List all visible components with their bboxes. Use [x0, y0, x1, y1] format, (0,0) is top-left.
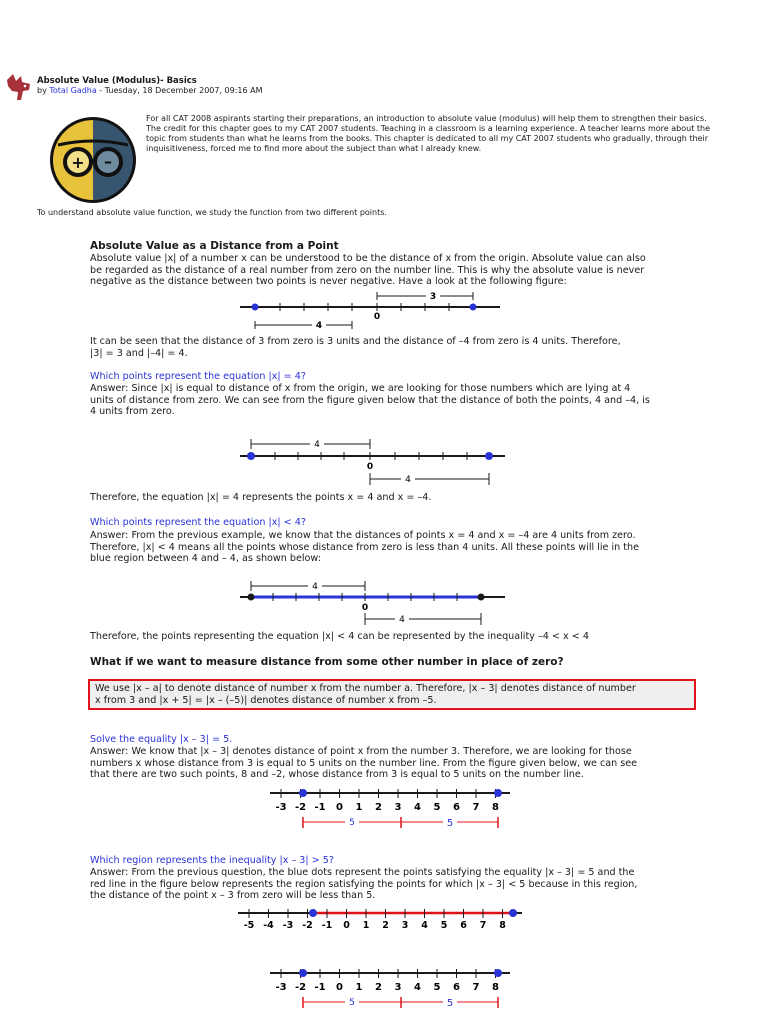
tick-label: 1 — [362, 920, 370, 931]
question-2: Which points represent the equation |x| < 4? — [90, 517, 306, 528]
text-line: x from 3 and |x + 5| = |x – (–5)| denotes distance of number x from –5. — [95, 694, 437, 706]
tick-label: 5 — [433, 982, 441, 993]
text-line: the distance of the point x – 3 from zero will be less than 5. — [90, 890, 376, 902]
post-header — [0, 72, 768, 102]
tick-label: -3 — [282, 920, 294, 931]
tick-label: -2 — [294, 802, 307, 813]
author-link[interactable]: Total Gadha — [49, 86, 97, 95]
tick-label: 4 — [414, 982, 421, 993]
therefore-1: Therefore, the equation |x| = 4 represents the points x = 4 and x = –4. — [90, 492, 432, 503]
text-line: units of distance from zero. We can see from the figure given below that the distance of both the points, 4 and –4, is — [90, 394, 650, 406]
tick-label: 6 — [453, 982, 460, 993]
intro-paragraph — [146, 114, 766, 154]
tick-label: 7 — [479, 920, 487, 931]
tick-label: 0 — [336, 802, 343, 813]
point-3 — [470, 304, 477, 311]
tick-label: 3 — [394, 802, 402, 813]
point-minus-2 — [299, 969, 307, 977]
text-line: We use |x – a| to denote distance of number x from the number a. Therefore, |x – 3| denotes distance of number — [95, 683, 636, 694]
point-4 — [485, 452, 493, 460]
point-minus-2 — [299, 789, 307, 797]
number-line-figure-2 — [235, 436, 515, 488]
tick-label: -1 — [321, 920, 333, 931]
total-gadha-logo — [48, 115, 138, 205]
text-line: Answer: Since |x| is equal to distance of x from the origin, we are looking for those numbers which are lying at 4 — [90, 383, 631, 394]
tick-label: 2 — [375, 982, 382, 993]
answer-2 — [90, 530, 710, 565]
text-line: Absolute value |x| of a number x can be understood to be the distance of x from the origin. Absolute value can also — [90, 253, 646, 264]
answer-1 — [90, 383, 710, 419]
text-line: Answer: From the previous example, we know that the distances of points x = 4 and x = –4 are 4 units from zero. — [90, 530, 636, 541]
zero-label: 0 — [361, 603, 369, 613]
tick-label: 3 — [401, 920, 409, 931]
number-line-figure-5 — [235, 907, 525, 933]
tick-label: 7 — [472, 982, 480, 993]
text-line: blue region between 4 and – 4, as shown below: — [90, 553, 321, 565]
text-line: |3| = 3 and |–4| = 4. — [90, 347, 188, 359]
intro-line: For all CAT 2008 aspirants starting their preparations, an introduction to absolute value (modulus) will help them to strengthen their basics. — [146, 114, 707, 123]
point-8 — [494, 969, 502, 977]
zero-label: 0 — [366, 462, 374, 472]
text-line: Answer: From the previous question, the blue dots represent the points satisfying the equality |x – 3| = 5 and the — [90, 867, 635, 878]
tick-label: 8 — [492, 982, 499, 993]
text-line: red line in the figure below represents the region satisfying the points for which |x – 3| < 5 because in this region, — [90, 878, 638, 890]
intro-line: The credit for this chapter goes to my CAT 2007 students. Teaching in a classroom is a learning experience. A teacher learns more about the — [146, 124, 711, 133]
tick-label: 4 — [414, 802, 421, 813]
svg-text:+: + — [71, 153, 85, 172]
post-byline — [37, 86, 263, 95]
tick-label: 2 — [382, 920, 389, 931]
distance-label-right: 4 — [399, 615, 405, 625]
distance-label-right: 4 — [405, 475, 411, 485]
tick-label: -3 — [275, 982, 287, 993]
intro-line: topic from students than what he learns from the books. This chapter is dedicated to all my CAT 2007 students who gradually, through their — [146, 134, 709, 143]
tick-label: 6 — [460, 920, 467, 931]
tick-label: 3 — [394, 982, 402, 993]
tick-label: 0 — [336, 982, 343, 993]
point-minus-4 — [252, 304, 259, 311]
text-line: negative as the distance between two points is never negative. Have a look at the following figure: — [90, 276, 567, 288]
tick-label: -1 — [314, 982, 326, 993]
tick-label: -1 — [314, 802, 326, 813]
open-point-minus-4 — [248, 594, 255, 601]
point-minus-2 — [309, 909, 317, 917]
distance-label-4: 4 — [315, 321, 323, 331]
post-title: Absolute Value (Modulus)- Basics — [37, 76, 197, 86]
text-line: Answer: We know that |x – 3| denotes distance of point x from the number 3. Therefore, we are looking for those — [90, 746, 632, 757]
tick-label: -4 — [263, 920, 274, 931]
tick-label: -2 — [302, 920, 313, 931]
text-line: It can be seen that the distance of 3 from zero is 3 units and the distance of –4 from zero is 4 units. Therefore, — [90, 336, 621, 347]
number-line-figure-1 — [230, 288, 510, 334]
zero-label: 0 — [373, 312, 381, 322]
number-line-figure-6 — [265, 968, 515, 1012]
point-8 — [509, 909, 517, 917]
section-intro — [90, 253, 710, 288]
tick-label: 4 — [421, 920, 428, 931]
text-line: that there are two such points, 8 and –2, whose distance from 3 is equal to 5 units on the number line. — [90, 769, 584, 781]
text-line: 4 units from zero. — [90, 406, 175, 418]
distance-label-3: 3 — [429, 292, 437, 302]
point-minus-4 — [247, 452, 255, 460]
question-heading: What if we want to measure distance from some other number in place of zero? — [90, 656, 564, 668]
note-box — [88, 679, 696, 710]
tick-label: 6 — [453, 802, 460, 813]
question-3: Solve the equality |x – 3| = 5. — [90, 734, 233, 745]
text-line: be regarded as the distance of a real number from zero on the number line. This is why the absolute value is never — [90, 264, 645, 276]
segment-label-right: 5 — [446, 818, 454, 829]
tick-label: 7 — [472, 802, 480, 813]
tick-label: 8 — [492, 802, 499, 813]
tick-label: 8 — [499, 920, 506, 931]
tick-label: 2 — [375, 802, 382, 813]
byline-prefix: by — [37, 86, 47, 95]
text-line: numbers x whose distance from 3 is equal to 5 units on the number line. From the figure given below, we can see — [90, 757, 638, 769]
number-line-figure-4 — [265, 788, 515, 832]
question-4: Which region represents the inequality |x – 3| > 5? — [90, 855, 334, 866]
svg-text:–: – — [104, 152, 112, 171]
intro-line: inquisitiveness, forced me to find more about the subject than what I already knew. — [146, 144, 482, 153]
distance-label-left: 4 — [314, 440, 320, 450]
point-8 — [494, 789, 502, 797]
open-point-4 — [478, 594, 485, 601]
distance-label-left: 4 — [312, 582, 318, 592]
tick-label: 1 — [355, 982, 363, 993]
therefore-2: Therefore, the points representing the equation |x| < 4 can be represented by the inequality –4 < x < 4 — [90, 631, 589, 642]
post-date: - Tuesday, 18 December 2007, 09:16 AM — [99, 86, 263, 95]
section-after — [90, 336, 710, 359]
segment-label-left: 5 — [349, 818, 355, 828]
understand-text: To understand absolute value function, we study the function from two different points. — [37, 208, 387, 217]
tick-label: -5 — [243, 920, 255, 931]
text-line: Therefore, |x| < 4 means all the points whose distance from zero is less than 4 units. All these points will lie in the — [90, 541, 640, 553]
donkey-avatar-icon — [4, 72, 34, 102]
answer-3 — [90, 746, 710, 781]
tick-label: 5 — [440, 920, 448, 931]
question-1: Which points represent the equation |x| = 4? — [90, 371, 306, 382]
tick-label: 0 — [343, 920, 350, 931]
segment-label-left: 5 — [349, 998, 355, 1008]
tick-label: -2 — [294, 982, 307, 993]
tick-label: 5 — [433, 802, 441, 813]
answer-4 — [90, 867, 710, 902]
number-line-figure-3 — [235, 578, 515, 630]
tick-label: 1 — [355, 802, 363, 813]
segment-label-right: 5 — [446, 998, 454, 1009]
tick-label: -3 — [275, 802, 287, 813]
section-heading: Absolute Value as a Distance from a Point — [90, 240, 339, 252]
